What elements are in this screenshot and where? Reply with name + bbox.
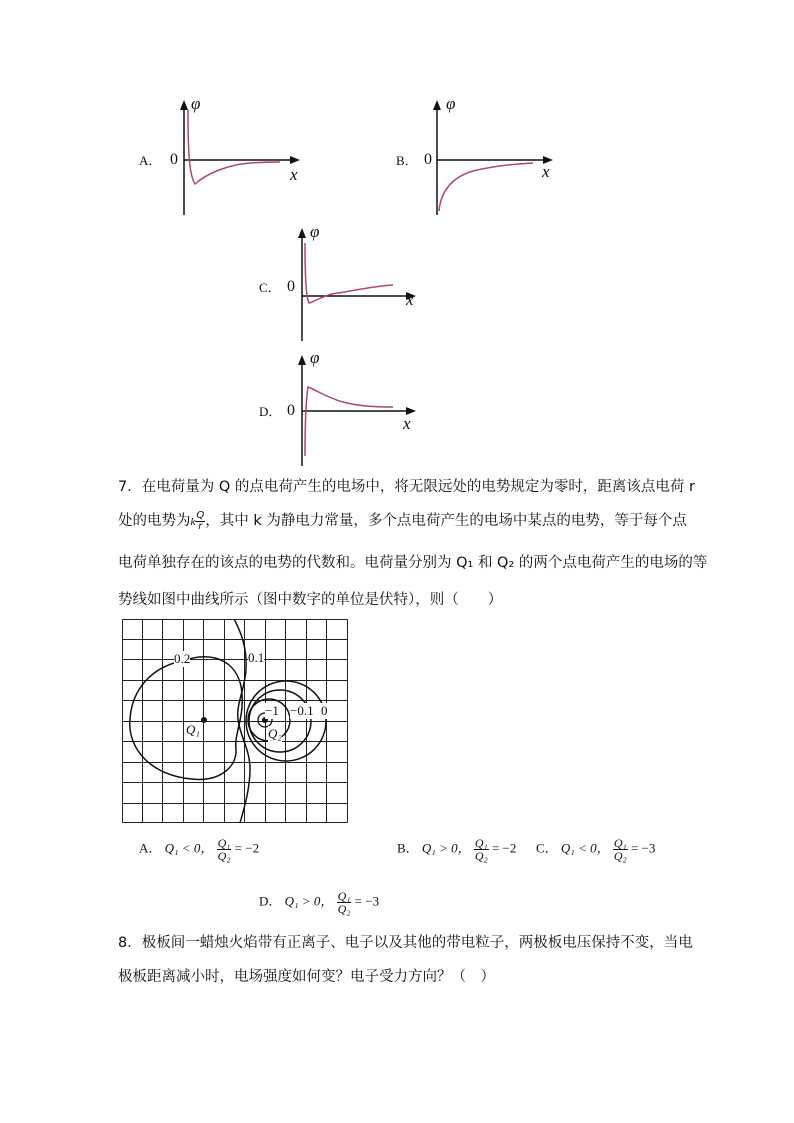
graph-option-c [288,223,428,345]
potential-curve [305,243,393,303]
q7-line-2-pre: 处的电势为 [118,513,191,529]
charge-q2-label: Q₂ [268,726,282,741]
q7-option-a-cond: Q₁ < 0， [164,840,214,856]
contour-label-minus-1: −1 [265,703,279,718]
graph-option-d [288,350,428,470]
equipotential-figure [122,619,348,823]
graph-b-svg [423,95,563,220]
q7-option-b-label: B． [397,840,419,856]
q7-option-a-value: = −2 [234,840,260,856]
potential-curve [188,110,280,184]
graph-d-origin: 0 [287,402,295,419]
q7-option-a-label: A． [139,840,162,856]
q7-option-c-label: C． [536,840,558,856]
q7-option-b-value: = −2 [491,840,517,856]
contour-0.2 [130,657,243,780]
q7-option-c[interactable] [536,837,655,862]
grid-lines [123,620,348,823]
q7-frac-den: r [198,520,203,532]
q7-option-d-cond: Q₁ > 0， [284,893,334,909]
contour-label-0.1: 0.1 [248,650,265,665]
q7-option-d[interactable] [259,890,379,915]
q7-option-b-cond: Q₁ > 0， [421,840,471,856]
graph-d-svg [288,350,428,470]
charge-q1-label: Q₁ [186,722,200,737]
potential-curve [305,387,393,456]
contour-label-0: 0 [321,703,328,718]
q7-frac-num: Q [196,509,205,521]
graph-b-phi-label: φ [446,94,456,113]
graph-c-phi-label: φ [310,222,320,241]
frac-den: Q₂ [217,849,231,863]
q7-line-3: 电荷单独存在的该点的电势的代数和。电荷量分别为 Q₁ 和 Q₂ 的两个点电荷产生的电场的等 [118,555,708,571]
phi-axis-arrow [298,228,306,238]
graph-c-x-label: x [406,290,414,309]
frac-num: Q₁ [337,889,351,903]
q7-option-a[interactable] [139,837,259,862]
q7-k: k [190,516,196,528]
q7-line-1: 7．在电荷量为 Q 的点电荷产生的电场中，将无限远处的电势规定为零时，距离该点电荷 r [118,479,695,495]
graph-a-x-label: x [290,165,298,184]
charge-q1-dot [201,717,207,723]
q7-line-2-post: ，其中 k 为静电力常量，多个点电荷产生的电场中某点的电势，等于每个点 [205,513,687,529]
q7-option-c-cond: Q₁ < 0， [560,840,610,856]
graph-option-b [423,95,563,220]
contour-label-0.2: 0.2 [174,651,191,666]
q7-option-d-label: D． [259,893,282,909]
q7-line-4: 势线如图中曲线所示（图中数字的单位是伏特），则（ ） [118,592,503,608]
x-axis-arrow [290,156,300,164]
frac-den: Q₂ [474,849,488,863]
frac-den: Q₂ [337,902,351,916]
q7-option-b[interactable] [397,837,516,862]
q8-line-2: 极板距离减小时，电场强度如何变？电子受力方向？（ ） [118,969,495,985]
graph-a-phi-label: φ [191,94,201,113]
graph-c-svg [288,223,428,345]
q7-option-d-frac [337,890,352,915]
graph-d-phi-label: φ [310,348,320,367]
q7-option-b-frac [474,837,489,862]
phi-axis-arrow [433,100,441,110]
graph-b-label: B． [396,153,418,168]
frac-den: Q₂ [613,849,627,863]
q8-line-1: 8．极板间一蜡烛火焰带有正离子、电子以及其他的带电粒子，两极板电压保持不变，当电 [118,935,693,951]
phi-axis-arrow [298,355,306,365]
graph-b-origin: 0 [424,151,432,168]
graph-c-label: C． [259,280,281,295]
graph-c-origin: 0 [287,278,295,295]
q7-option-a-frac [217,837,232,862]
q7-line-2 [118,510,687,533]
q7-option-c-value: = −3 [630,840,656,856]
potential-curve [439,163,533,211]
frac-num: Q₁ [217,836,231,850]
q7-option-d-value: = −3 [354,893,380,909]
frac-num: Q₁ [474,836,488,850]
graph-a-origin: 0 [170,151,178,168]
phi-axis-arrow [180,100,188,110]
equipotential-svg [122,619,348,823]
q7-fraction [195,511,205,532]
graph-d-label: D． [259,404,282,419]
frac-num: Q₁ [613,836,627,850]
contour-label-minus-0.1: −0.1 [290,703,314,718]
graph-d-x-label: x [403,414,411,433]
graph-a-label: A． [139,153,162,168]
q7-option-c-frac [613,837,628,862]
graph-b-x-label: x [542,162,550,181]
